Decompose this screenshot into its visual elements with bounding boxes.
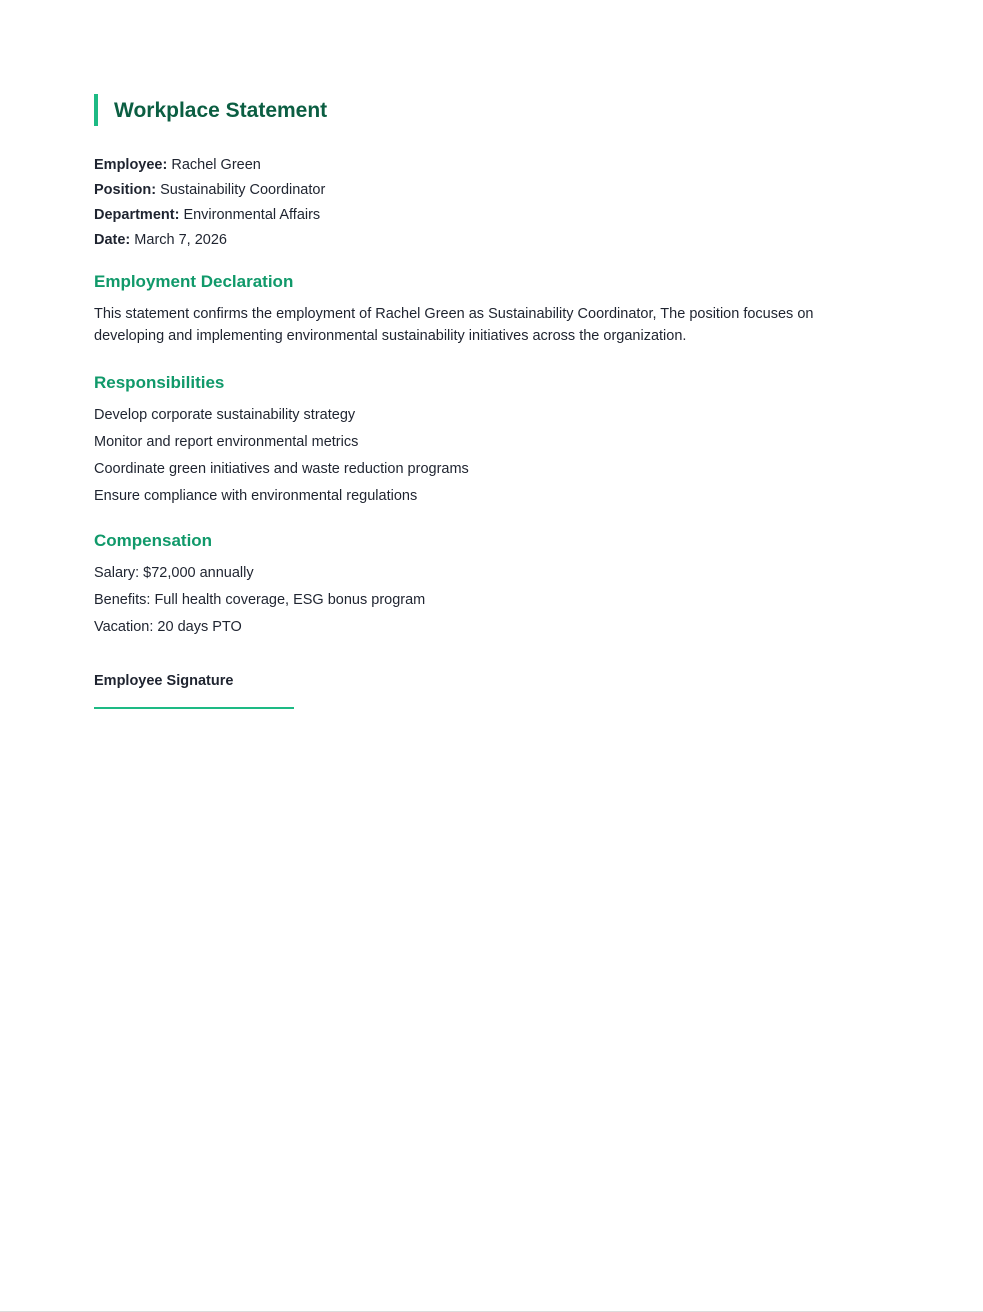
employment-declaration-section xyxy=(94,271,854,347)
compensation-list xyxy=(94,560,854,641)
employee-value: Rachel Green xyxy=(171,157,261,173)
date-value: March 7, 2026 xyxy=(134,232,227,248)
department-value: Environmental Affairs xyxy=(183,207,321,223)
page-title: Workplace Statement xyxy=(114,98,328,122)
compensation-heading: Compensation xyxy=(94,531,213,550)
date-label: Date: xyxy=(94,232,131,248)
responsibilities-heading: Responsibilities xyxy=(94,373,225,392)
department-label: Department: xyxy=(94,207,180,223)
document-page xyxy=(94,94,854,709)
position-row xyxy=(94,178,854,203)
employee-row xyxy=(94,153,854,178)
list-item: Ensure compliance with environmental regulations xyxy=(94,488,418,504)
responsibilities-section xyxy=(94,372,854,510)
employment-declaration-heading: Employment Declaration xyxy=(94,272,294,291)
list-item: Coordinate green initiatives and waste reduction programs xyxy=(94,461,469,477)
list-item: Benefits: Full health coverage, ESG bonus program xyxy=(94,592,426,608)
list-item: Salary: $72,000 annually xyxy=(94,565,254,581)
position-value: Sustainability Coordinator xyxy=(160,182,326,198)
date-row xyxy=(94,228,854,253)
position-label: Position: xyxy=(94,182,157,198)
employment-declaration-text: This statement confirms the employment of Rachel Green as Sustainability Coordinator, The position focuses on developing and implementing environmental sustainability initiatives across the organization. xyxy=(94,306,814,344)
responsibilities-list xyxy=(94,402,854,510)
list-item: Develop corporate sustainability strategy xyxy=(94,407,356,423)
signature-label: Employee Signature xyxy=(94,673,234,689)
list-item: Monitor and report environmental metrics xyxy=(94,434,359,450)
compensation-section xyxy=(94,530,854,641)
signature-line xyxy=(94,707,294,709)
signature-block xyxy=(94,671,854,709)
department-row xyxy=(94,203,854,228)
list-item: Vacation: 20 days PTO xyxy=(94,619,242,635)
employee-details xyxy=(94,153,854,253)
document-header xyxy=(94,94,854,126)
employee-label: Employee: xyxy=(94,157,168,173)
